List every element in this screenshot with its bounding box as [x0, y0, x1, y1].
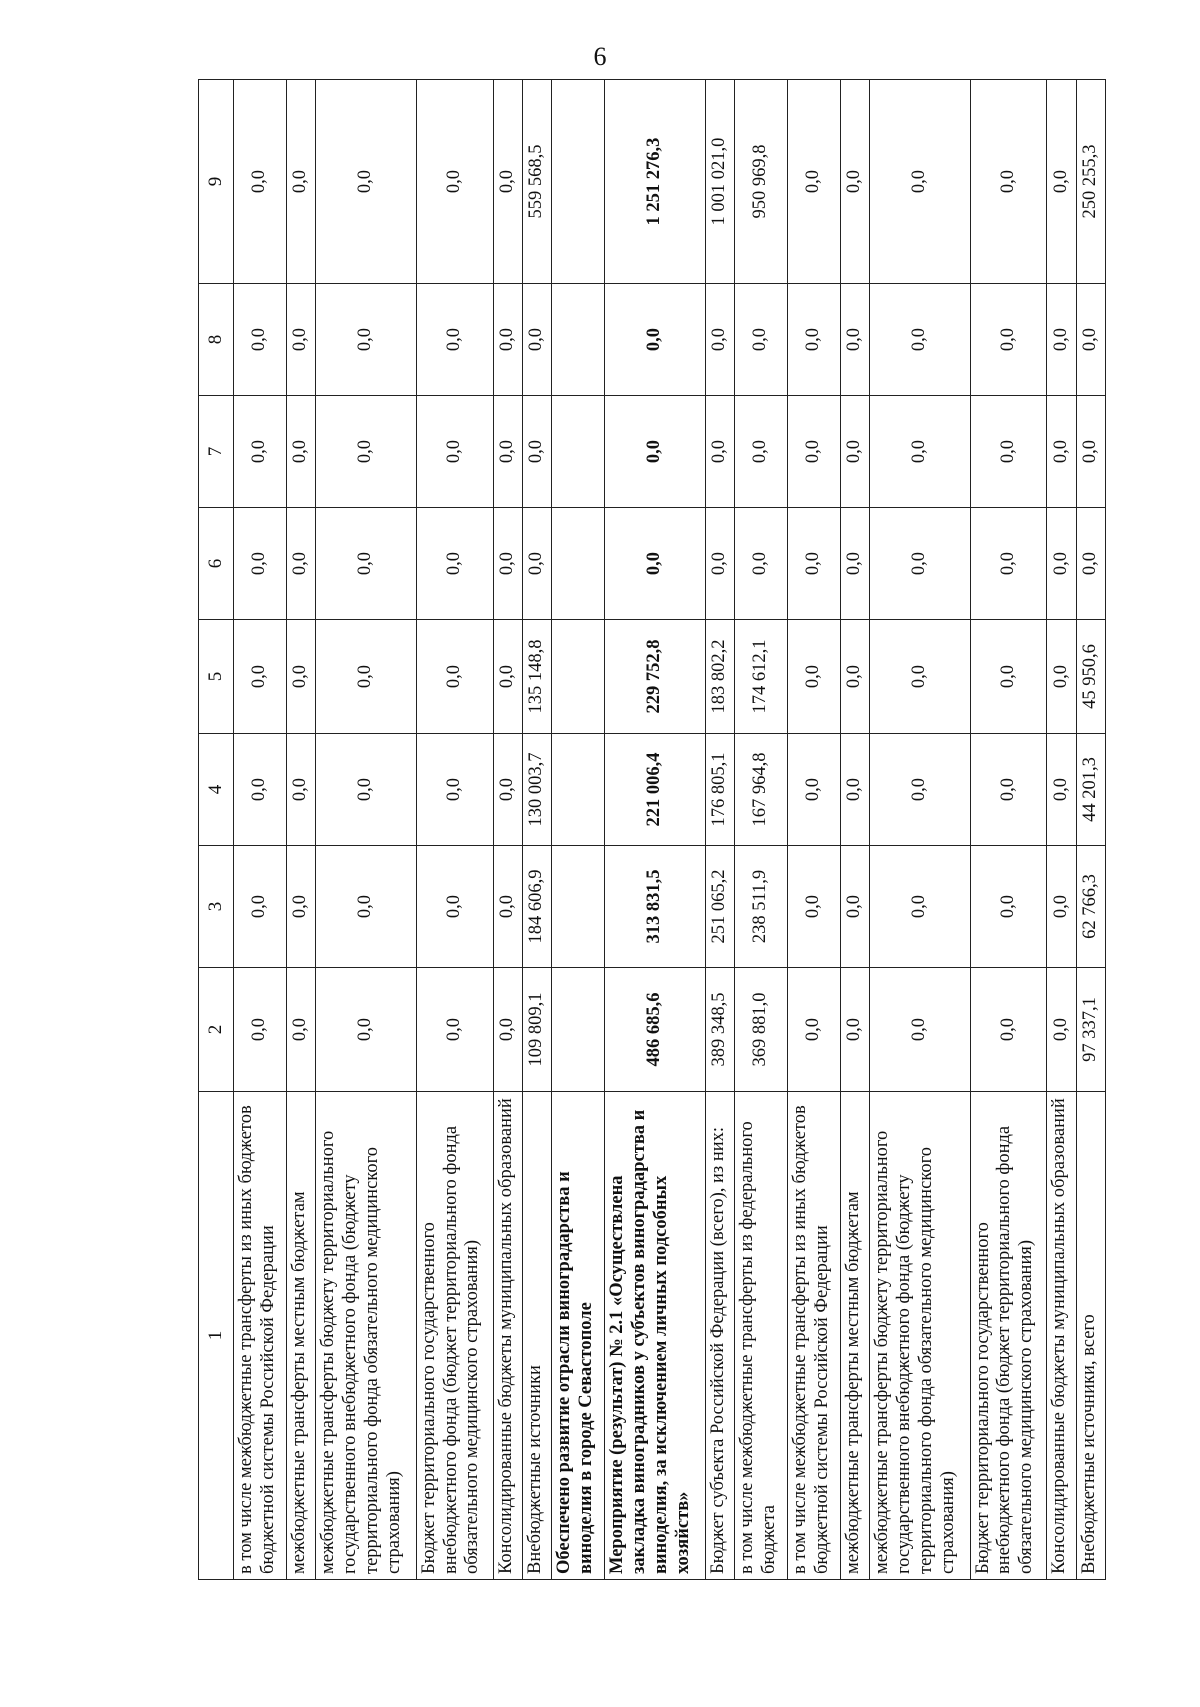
table-cell: 45 950,6 [1076, 620, 1105, 734]
table-cell: 251 065,2 [705, 846, 734, 968]
table-cell: 0,0 [1047, 284, 1076, 396]
table-cell: 0,0 [1047, 846, 1076, 968]
table-cell: 0,0 [970, 396, 1047, 508]
row-label: в том числе межбюджетные трансферты из иных бюджетов бюджетной системы Российской Федерации [787, 1092, 840, 1580]
table-cell: 0,0 [493, 734, 522, 846]
table-cell: 0,0 [316, 80, 417, 284]
table-cell: 0,0 [970, 734, 1047, 846]
table-cell: 0,0 [970, 80, 1047, 284]
table-cell: 0,0 [605, 284, 706, 396]
row-label: Консолидированные бюджеты муниципальных образований [1047, 1092, 1076, 1580]
column-header: 4 [199, 734, 234, 846]
table-cell: 0,0 [416, 80, 493, 284]
table-cell: 250 255,3 [1076, 80, 1105, 284]
table-row [840, 80, 869, 1580]
table-cell: 0,0 [1076, 284, 1105, 396]
table-cell: 0,0 [287, 734, 316, 846]
table-cell: 0,0 [840, 734, 869, 846]
table-cell: 0,0 [1047, 80, 1076, 284]
table-cell: 0,0 [734, 284, 787, 396]
row-label: в том числе межбюджетные трансферты из иных бюджетов бюджетной системы Российской Федерации [234, 1092, 287, 1580]
row-label: в том числе межбюджетные трансферты из федерального бюджета [734, 1092, 787, 1580]
table-row [734, 80, 787, 1580]
table-cell: 0,0 [316, 968, 417, 1092]
column-header: 3 [199, 846, 234, 968]
table-cell: 0,0 [522, 284, 551, 396]
table-cell: 389 348,5 [705, 968, 734, 1092]
table-cell: 0,0 [493, 284, 522, 396]
table-cell [552, 80, 605, 284]
table-cell: 0,0 [1047, 396, 1076, 508]
table-cell: 1 251 276,3 [605, 80, 706, 284]
table-cell: 0,0 [1047, 734, 1076, 846]
column-header: 5 [199, 620, 234, 734]
table-cell: 1 001 021,0 [705, 80, 734, 284]
table-row [870, 80, 971, 1580]
table-cell: 0,0 [787, 396, 840, 508]
column-header: 2 [199, 968, 234, 1092]
table-cell: 313 831,5 [605, 846, 706, 968]
table-cell: 0,0 [705, 284, 734, 396]
table-cell: 0,0 [787, 968, 840, 1092]
table-row [287, 80, 316, 1580]
row-label: межбюджетные трансферты бюджету территориального государственного внебюджетного фонда (бюджету территориального фонда обязательного медицинского страхования) [316, 1092, 417, 1580]
row-label: Бюджет субъекта Российской Федерации (всего), из них: [705, 1092, 734, 1580]
table-cell: 0,0 [870, 846, 971, 968]
table-cell: 0,0 [970, 508, 1047, 620]
table-cell: 0,0 [870, 734, 971, 846]
table-cell: 0,0 [970, 846, 1047, 968]
table-cell: 0,0 [416, 734, 493, 846]
table-cell: 0,0 [416, 968, 493, 1092]
column-header: 7 [199, 396, 234, 508]
table-cell: 0,0 [734, 508, 787, 620]
table-cell: 0,0 [287, 508, 316, 620]
table-cell: 0,0 [840, 508, 869, 620]
table-cell: 0,0 [234, 284, 287, 396]
table-row [522, 80, 551, 1580]
table-cell: 0,0 [316, 846, 417, 968]
table-cell: 369 881,0 [734, 968, 787, 1092]
table-cell: 0,0 [840, 968, 869, 1092]
table-cell: 0,0 [234, 734, 287, 846]
table-cell: 0,0 [870, 80, 971, 284]
table-cell: 0,0 [316, 620, 417, 734]
table-cell: 0,0 [840, 80, 869, 284]
table-cell: 0,0 [840, 396, 869, 508]
table-cell: 0,0 [787, 620, 840, 734]
table-cell: 0,0 [787, 734, 840, 846]
rotated-table-area [198, 80, 1106, 1580]
table-cell: 0,0 [287, 620, 316, 734]
table-cell: 0,0 [493, 846, 522, 968]
table-cell: 0,0 [287, 284, 316, 396]
table-cell: 0,0 [787, 846, 840, 968]
table-cell: 0,0 [416, 284, 493, 396]
row-label: Мероприятие (результат) № 2.1 «Осуществлена закладка виноградников у субъектов виноградарства и виноделия, за исключением личных подсобных хозяйств» [605, 1092, 706, 1580]
table-cell: 0,0 [234, 968, 287, 1092]
row-label: Бюджет территориального государственного внебюджетного фонда (бюджет территориального фонда обязательного медицинского страхования) [416, 1092, 493, 1580]
table-cell [552, 734, 605, 846]
table-cell: 0,0 [234, 396, 287, 508]
table-row [552, 80, 605, 1580]
table-cell: 97 337,1 [1076, 968, 1105, 1092]
table-cell: 130 003,7 [522, 734, 551, 846]
table-row [705, 80, 734, 1580]
table-cell: 0,0 [840, 620, 869, 734]
table-cell: 0,0 [287, 396, 316, 508]
table-cell: 486 685,6 [605, 968, 706, 1092]
table-cell: 0,0 [234, 508, 287, 620]
table-cell [552, 284, 605, 396]
table-cell: 0,0 [734, 396, 787, 508]
table-cell: 0,0 [493, 396, 522, 508]
table-cell: 0,0 [787, 80, 840, 284]
column-header: 8 [199, 284, 234, 396]
table-cell: 0,0 [493, 620, 522, 734]
table-row [605, 80, 706, 1580]
page-number: 6 [593, 42, 607, 71]
row-label: межбюджетные трансферты бюджету территориального государственного внебюджетного фонда (бюджету территориального фонда обязательного медицинского страхования) [870, 1092, 971, 1580]
column-header: 9 [199, 80, 234, 284]
table-cell: 0,0 [493, 508, 522, 620]
table-cell: 0,0 [787, 508, 840, 620]
table-cell: 0,0 [870, 968, 971, 1092]
table-cell: 0,0 [1047, 508, 1076, 620]
table-cell [552, 620, 605, 734]
table-row [316, 80, 417, 1580]
table-cell: 0,0 [870, 620, 971, 734]
table-cell: 109 809,1 [522, 968, 551, 1092]
row-label: Бюджет территориального государственного внебюджетного фонда (бюджет территориального фонда обязательного медицинского страхования) [970, 1092, 1047, 1580]
table-cell: 0,0 [493, 80, 522, 284]
table-cell [552, 508, 605, 620]
table-body [234, 80, 1106, 1580]
table-cell: 238 511,9 [734, 846, 787, 968]
table-row [493, 80, 522, 1580]
table-row [970, 80, 1047, 1580]
table-cell: 0,0 [316, 508, 417, 620]
row-label: межбюджетные трансферты местным бюджетам [287, 1092, 316, 1580]
table-cell: 0,0 [1076, 396, 1105, 508]
table-cell: 950 969,8 [734, 80, 787, 284]
table-cell [552, 968, 605, 1092]
column-header: 1 [199, 1092, 234, 1580]
table-cell: 176 805,1 [705, 734, 734, 846]
table-cell: 174 612,1 [734, 620, 787, 734]
table-cell: 0,0 [287, 846, 316, 968]
row-label: Внебюджетные источники, всего [1076, 1092, 1105, 1580]
table-cell: 0,0 [1076, 508, 1105, 620]
table-cell: 0,0 [287, 968, 316, 1092]
table-cell: 184 606,9 [522, 846, 551, 968]
table-row [1076, 80, 1105, 1580]
table-cell: 0,0 [870, 508, 971, 620]
table-cell: 0,0 [416, 846, 493, 968]
table-cell: 0,0 [316, 396, 417, 508]
row-label: Консолидированные бюджеты муниципальных образований [493, 1092, 522, 1580]
table-row [234, 80, 287, 1580]
table-cell: 0,0 [870, 396, 971, 508]
table-cell: 0,0 [1047, 968, 1076, 1092]
table-cell: 0,0 [416, 396, 493, 508]
table-cell: 0,0 [605, 396, 706, 508]
row-label: Внебюджетные источники [522, 1092, 551, 1580]
table-cell: 62 766,3 [1076, 846, 1105, 968]
table-cell [552, 396, 605, 508]
table-cell [552, 846, 605, 968]
table-cell: 229 752,8 [605, 620, 706, 734]
table-cell: 559 568,5 [522, 80, 551, 284]
table-cell: 0,0 [787, 284, 840, 396]
row-label: Обеспечено развитие отрасли виноградарства и виноделия в городе Севастополе [552, 1092, 605, 1580]
table-cell: 0,0 [416, 508, 493, 620]
rotated-table-container [198, 80, 1106, 1580]
table-cell: 0,0 [234, 80, 287, 284]
table-cell: 0,0 [234, 846, 287, 968]
table-cell: 0,0 [287, 80, 316, 284]
table-cell: 221 006,4 [605, 734, 706, 846]
column-header: 6 [199, 508, 234, 620]
table-cell: 0,0 [493, 968, 522, 1092]
table-cell: 167 964,8 [734, 734, 787, 846]
table-cell: 0,0 [705, 396, 734, 508]
table-cell: 135 148,8 [522, 620, 551, 734]
table-cell: 183 802,2 [705, 620, 734, 734]
budget-table [198, 79, 1106, 1580]
table-row [787, 80, 840, 1580]
table-cell: 0,0 [316, 284, 417, 396]
table-cell: 0,0 [970, 620, 1047, 734]
table-cell: 0,0 [234, 620, 287, 734]
table-cell: 0,0 [705, 508, 734, 620]
table-cell: 44 201,3 [1076, 734, 1105, 846]
table-cell: 0,0 [522, 396, 551, 508]
table-cell: 0,0 [970, 284, 1047, 396]
row-label: межбюджетные трансферты местным бюджетам [840, 1092, 869, 1580]
table-row [416, 80, 493, 1580]
table-cell: 0,0 [1047, 620, 1076, 734]
table-cell: 0,0 [840, 284, 869, 396]
table-cell: 0,0 [970, 968, 1047, 1092]
table-row [1047, 80, 1076, 1580]
header-row [199, 80, 234, 1580]
table-cell: 0,0 [316, 734, 417, 846]
table-cell: 0,0 [522, 508, 551, 620]
table-cell: 0,0 [605, 508, 706, 620]
table-cell: 0,0 [870, 284, 971, 396]
table-cell: 0,0 [840, 846, 869, 968]
table-cell: 0,0 [416, 620, 493, 734]
